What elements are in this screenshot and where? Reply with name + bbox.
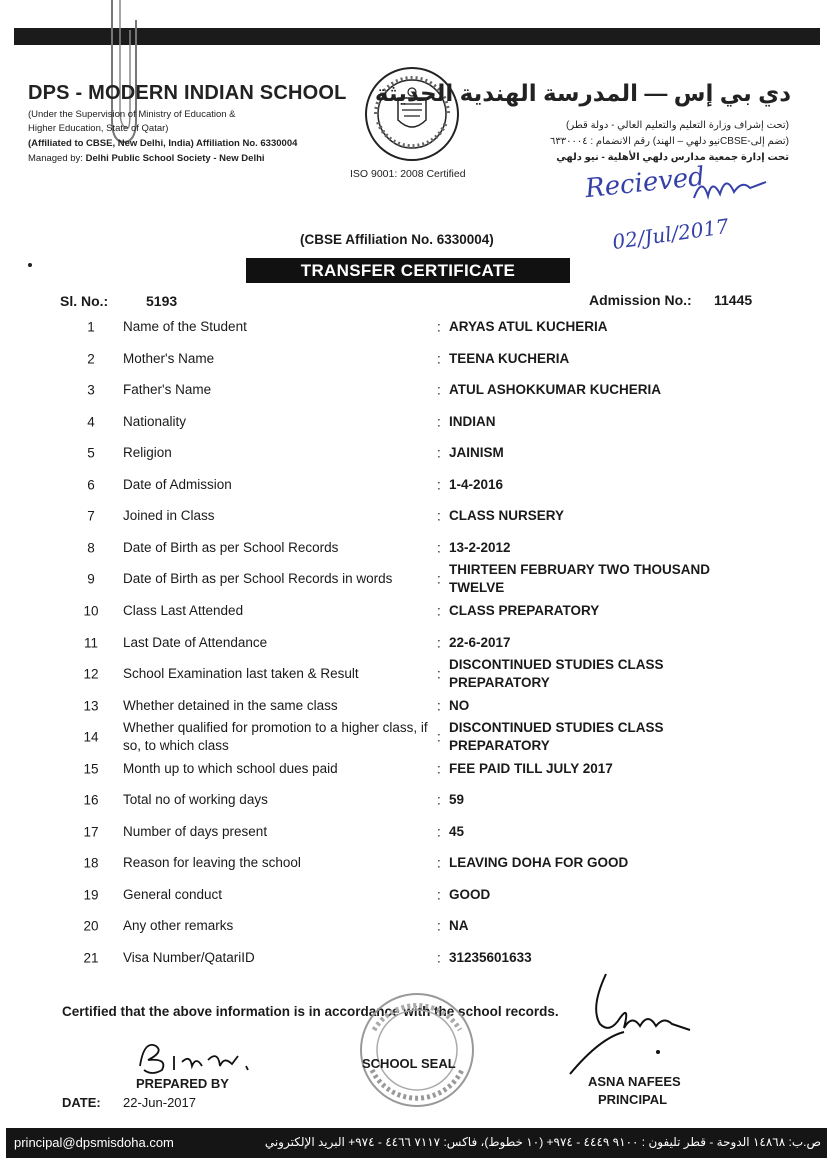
row-value: CLASS NURSERY: [449, 508, 565, 524]
row-value: ARYAS ATUL KUCHERIA: [449, 319, 608, 334]
row-value: NA: [449, 918, 469, 934]
principal-signature-icon: [560, 968, 700, 1078]
row-number: 5: [87, 445, 95, 461]
row-number: 16: [83, 792, 99, 808]
row-colon: :: [437, 761, 441, 777]
row-label: Whether detained in the same class: [123, 697, 338, 713]
row-label: Total no of working days: [123, 792, 268, 808]
dot-mark: [28, 263, 32, 267]
row-label: Date of Birth as per School Records in words: [123, 571, 393, 587]
row-label: School Examination last taken & Result: [123, 666, 359, 682]
row-label: Mother's Name: [123, 350, 215, 366]
row-number: 11: [83, 635, 98, 650]
detail-row: [0, 596, 827, 626]
detail-row: [0, 344, 827, 374]
preparer-signature-icon: [134, 1036, 264, 1080]
certificate-title: TRANSFER CERTIFICATE: [246, 258, 570, 283]
row-value: JAINISM: [449, 445, 504, 461]
row-number: 20: [83, 918, 99, 934]
date-value: 22-Jun-2017: [123, 1095, 196, 1110]
school-seal-icon: [352, 990, 482, 1110]
row-number: 4: [87, 414, 95, 430]
detail-row: [0, 438, 827, 468]
row-value: 13-2-2012: [449, 539, 511, 555]
detail-row: [0, 628, 827, 658]
header-managed: Managed by: Delhi Public School Society - New Delhi: [28, 153, 265, 164]
row-colon: :: [437, 824, 441, 840]
row-value: DISCONTINUED STUDIES CLASS PREPARATORY: [449, 657, 664, 691]
admission-value: 11445: [714, 292, 753, 308]
row-label: Class Last Attended: [123, 602, 244, 618]
row-number: 2: [87, 351, 95, 367]
row-label: Month up to which school dues paid: [123, 760, 338, 776]
received-initials-icon: [690, 168, 770, 208]
principal-name: ASNA NAFEES: [588, 1074, 681, 1089]
detail-row: [0, 407, 827, 437]
detail-row: [0, 691, 827, 721]
row-value: TEENA KUCHERIA: [449, 350, 570, 366]
row-number: 14: [83, 729, 99, 745]
row-colon: :: [437, 887, 441, 903]
detail-row: [0, 785, 827, 815]
row-value: THIRTEEN FEBRUARY TWO THOUSAND TWELVE: [449, 562, 710, 596]
row-number: 6: [87, 477, 95, 493]
row-value: 22-6-2017: [449, 634, 511, 650]
row-colon: :: [437, 729, 441, 745]
detail-row: [0, 911, 827, 941]
row-number: 15: [83, 761, 99, 777]
row-number: 18: [83, 855, 99, 871]
row-number: 8: [87, 540, 95, 556]
date-label: DATE:: [62, 1095, 101, 1110]
row-value: CLASS PREPARATORY: [449, 602, 600, 618]
row-colon: :: [437, 918, 441, 934]
row-colon: :: [437, 571, 441, 587]
row-label: Father's Name: [123, 382, 212, 398]
row-label: Visa Number/QatariID: [123, 950, 255, 965]
detail-row: [0, 659, 827, 689]
row-colon: :: [437, 540, 441, 556]
row-colon: :: [437, 698, 441, 714]
row-colon: :: [437, 319, 441, 335]
serial-value: 5193: [146, 293, 178, 309]
iso-certification: ISO 9001: 2008 Certified: [350, 168, 466, 180]
row-number: 21: [83, 950, 99, 966]
row-number: 10: [83, 603, 99, 619]
header-supervision: (Under the Supervision of Ministry of Education &: [28, 109, 236, 120]
row-label: Name of the Student: [123, 319, 247, 334]
row-number: 17: [83, 824, 99, 840]
row-colon: :: [437, 666, 441, 682]
row-label: Reason for leaving the school: [123, 855, 301, 871]
detail-row: [0, 943, 827, 973]
row-colon: :: [437, 351, 441, 367]
row-value: 1-4-2016: [449, 476, 504, 492]
detail-row: [0, 470, 827, 500]
row-colon: :: [437, 477, 441, 493]
header-arabic-affiliation: (تضم إلى-CBSEنيو دلهي – الهند) رقم الانضمام : ٦٣٣٠٠٠٤: [549, 136, 789, 147]
detail-row: [0, 375, 827, 405]
received-date: 02/Jul/2017: [610, 213, 731, 255]
row-number: 19: [83, 887, 99, 903]
header-state: Higher Education, State of Qatar): [28, 123, 169, 134]
row-label: Any other remarks: [123, 918, 234, 934]
row-value: DISCONTINUED STUDIES CLASS PREPARATORY: [449, 720, 664, 754]
school-logo-icon: [362, 64, 462, 164]
admission-label: Admission No.:: [589, 292, 692, 308]
school-name-arabic: دي بي إس — المدرسة الهندية الحديثة: [374, 80, 791, 106]
cbse-affiliation: (CBSE Affiliation No. 6330004): [300, 232, 494, 247]
row-number: 13: [83, 698, 99, 714]
row-colon: :: [437, 603, 441, 619]
detail-row: [0, 880, 827, 910]
row-value: FEE PAID TILL JULY 2017: [449, 760, 613, 776]
row-label: Whether qualified for promotion to a higher class, if so, to which class: [123, 720, 428, 754]
row-value: GOOD: [449, 886, 491, 902]
header-arabic-supervision: (تحت إشراف وزارة التعليم والتعليم العالي - دولة قطر): [566, 120, 789, 131]
row-number: 7: [87, 508, 95, 524]
row-colon: :: [437, 382, 441, 398]
row-label: Nationality: [123, 413, 187, 429]
school-name: DPS - MODERN INDIAN SCHOOL: [28, 82, 347, 104]
certification-statement: Certified that the above information is in accordance with the school records.: [62, 1004, 559, 1019]
principal-title: PRINCIPAL: [598, 1092, 668, 1107]
row-number: 1: [87, 319, 95, 335]
row-value: INDIAN: [449, 413, 496, 429]
detail-row: [0, 848, 827, 878]
detail-row: [0, 817, 827, 847]
detail-row: [0, 722, 827, 752]
header-affiliation: (Affiliated to CBSE, New Delhi, India) Affiliation No. 6330004: [28, 138, 298, 149]
detail-row: [0, 754, 827, 784]
detail-row: [0, 501, 827, 531]
received-note: Recieved: [583, 161, 707, 205]
row-value: ATUL ASHOKKUMAR KUCHERIA: [449, 382, 661, 398]
row-colon: :: [437, 414, 441, 430]
row-label: Date of Admission: [123, 476, 232, 492]
row-number: 12: [83, 666, 99, 682]
serial-label: Sl. No.:: [60, 293, 109, 309]
row-colon: :: [437, 792, 441, 808]
row-colon: :: [437, 445, 441, 461]
row-value: NO: [449, 697, 470, 713]
detail-row: [0, 564, 827, 594]
row-number: 9: [87, 571, 95, 587]
row-label: General conduct: [123, 886, 223, 902]
row-label: Religion: [123, 445, 172, 461]
footer-bar: [6, 1128, 827, 1158]
row-label: Joined in Class: [123, 508, 215, 524]
school-seal-label: SCHOOL SEAL: [362, 1056, 456, 1071]
prepared-by-label: PREPARED BY: [136, 1076, 229, 1091]
detail-row: [0, 312, 827, 342]
row-colon: :: [437, 950, 441, 966]
detail-row: [0, 533, 827, 563]
row-label: Number of days present: [123, 823, 268, 839]
row-value: 31235601633: [449, 950, 532, 965]
row-value: 59: [449, 792, 465, 808]
row-value: LEAVING DOHA FOR GOOD: [449, 855, 629, 871]
row-value: 45: [449, 823, 465, 839]
footer-contact-arabic: ص.ب: ١٤٨٦٨ الدوحة - قطر تليفون : ٩١٠٠ ٤٤٤٩ - ٩٧٤+ (١٠ خطوط)، فاكس: ٧١١٧ ٤٤٦٦ - ٩٧٤+ البريد الإلكتروني: [264, 1135, 821, 1149]
row-colon: :: [437, 635, 441, 650]
row-colon: :: [437, 508, 441, 524]
header-arabic-managed: تحت إدارة جمعية مدارس دلهي الأهلية - نيو دلهي: [556, 152, 789, 163]
row-label: Date of Birth as per School Records: [123, 539, 339, 555]
row-label: Last Date of Attendance: [123, 634, 268, 650]
row-colon: :: [437, 855, 441, 871]
footer-email-link[interactable]: principal@dpsmisdoha.com: [14, 1135, 174, 1150]
row-number: 3: [87, 382, 95, 398]
